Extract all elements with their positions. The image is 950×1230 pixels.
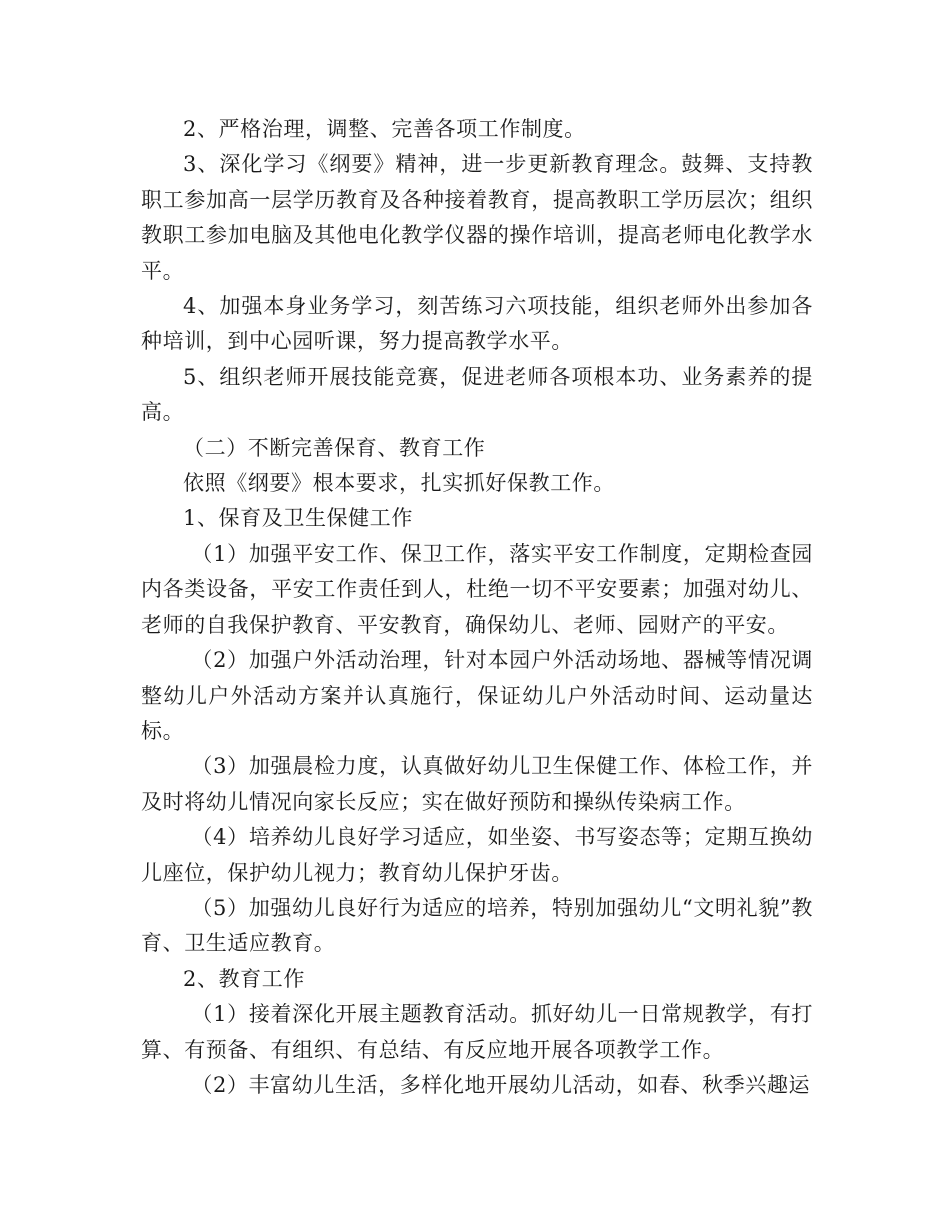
paragraph-behavior-habits: （5）加强幼儿良好行为适应的培养，特别加强幼儿“文明礼貌”教育、卫生适应教育。 (141, 895, 813, 956)
document-body (141, 112, 813, 1103)
paragraph-follow-outline: 依照《纲要》根本要求，扎实抓好保教工作。 (183, 471, 615, 496)
paragraph-strict-management: 2、严格治理，调整、完善各项工作制度。 (183, 117, 586, 141)
section-heading-care-education: （二）不断完善保育、教育工作 (183, 435, 486, 460)
subheading-care-health: 1、保育及卫生保健工作 (183, 506, 413, 531)
paragraph-deepen-study: 3、深化学习《纲要》精神，进一步更新教育理念。鼓舞、支持教职工参加高一层学历教育及各种接着教育，提高教职工学历层次；组织教职工参加电脑及其他电化教学仪器的操作培训，提高老师电化教学水平。 (141, 152, 813, 283)
paragraph-outdoor-activities: （2）加强户外活动治理，针对本园户外活动场地、器械等情况调整幼儿户外活动方案并认真施行，保证幼儿户外活动时间、运动量达标。 (141, 648, 813, 743)
paragraph-morning-check: （3）加强晨检力度，认真做好幼儿卫生保健工作、体检工作，并及时将幼儿情况向家长反应；实在做好预防和操纵传染病工作。 (141, 754, 813, 814)
paragraph-theme-education: （1）接着深化开展主题教育活动。抓好幼儿一日常规教学，有打算、有预备、有组织、有总结、有反应地开展各项教学工作。 (141, 1002, 813, 1062)
paragraph-enrich-life: （2）丰富幼儿生活，多样化地开展幼儿活动，如春、秋季兴趣运 (191, 1072, 811, 1097)
subheading-education-work: 2、教育工作 (183, 966, 305, 991)
paragraph-learning-habits: （4）培养幼儿良好学习适应，如坐姿、书写姿态等；定期互换幼儿座位，保护幼儿视力；教育幼儿保护牙齿。 (141, 825, 813, 885)
paragraph-safety-work: （1）加强平安工作、保卫工作，落实平安工作制度，定期检查园内各类设备，平安工作责任到人，杜绝一切不平安要素；加强对幼儿、老师的自我保护教育、平安教育，确保幼儿、老师、园财产的平安。 (141, 541, 813, 637)
paragraph-skills-competition: 5、组织老师开展技能竞赛，促进老师各项根本功、业务素养的提高。 (141, 364, 813, 425)
paragraph-business-study: 4、加强本身业务学习，刻苦练习六项技能，组织老师外出参加各种培训，到中心园听课，努力提高教学水平。 (141, 294, 813, 354)
